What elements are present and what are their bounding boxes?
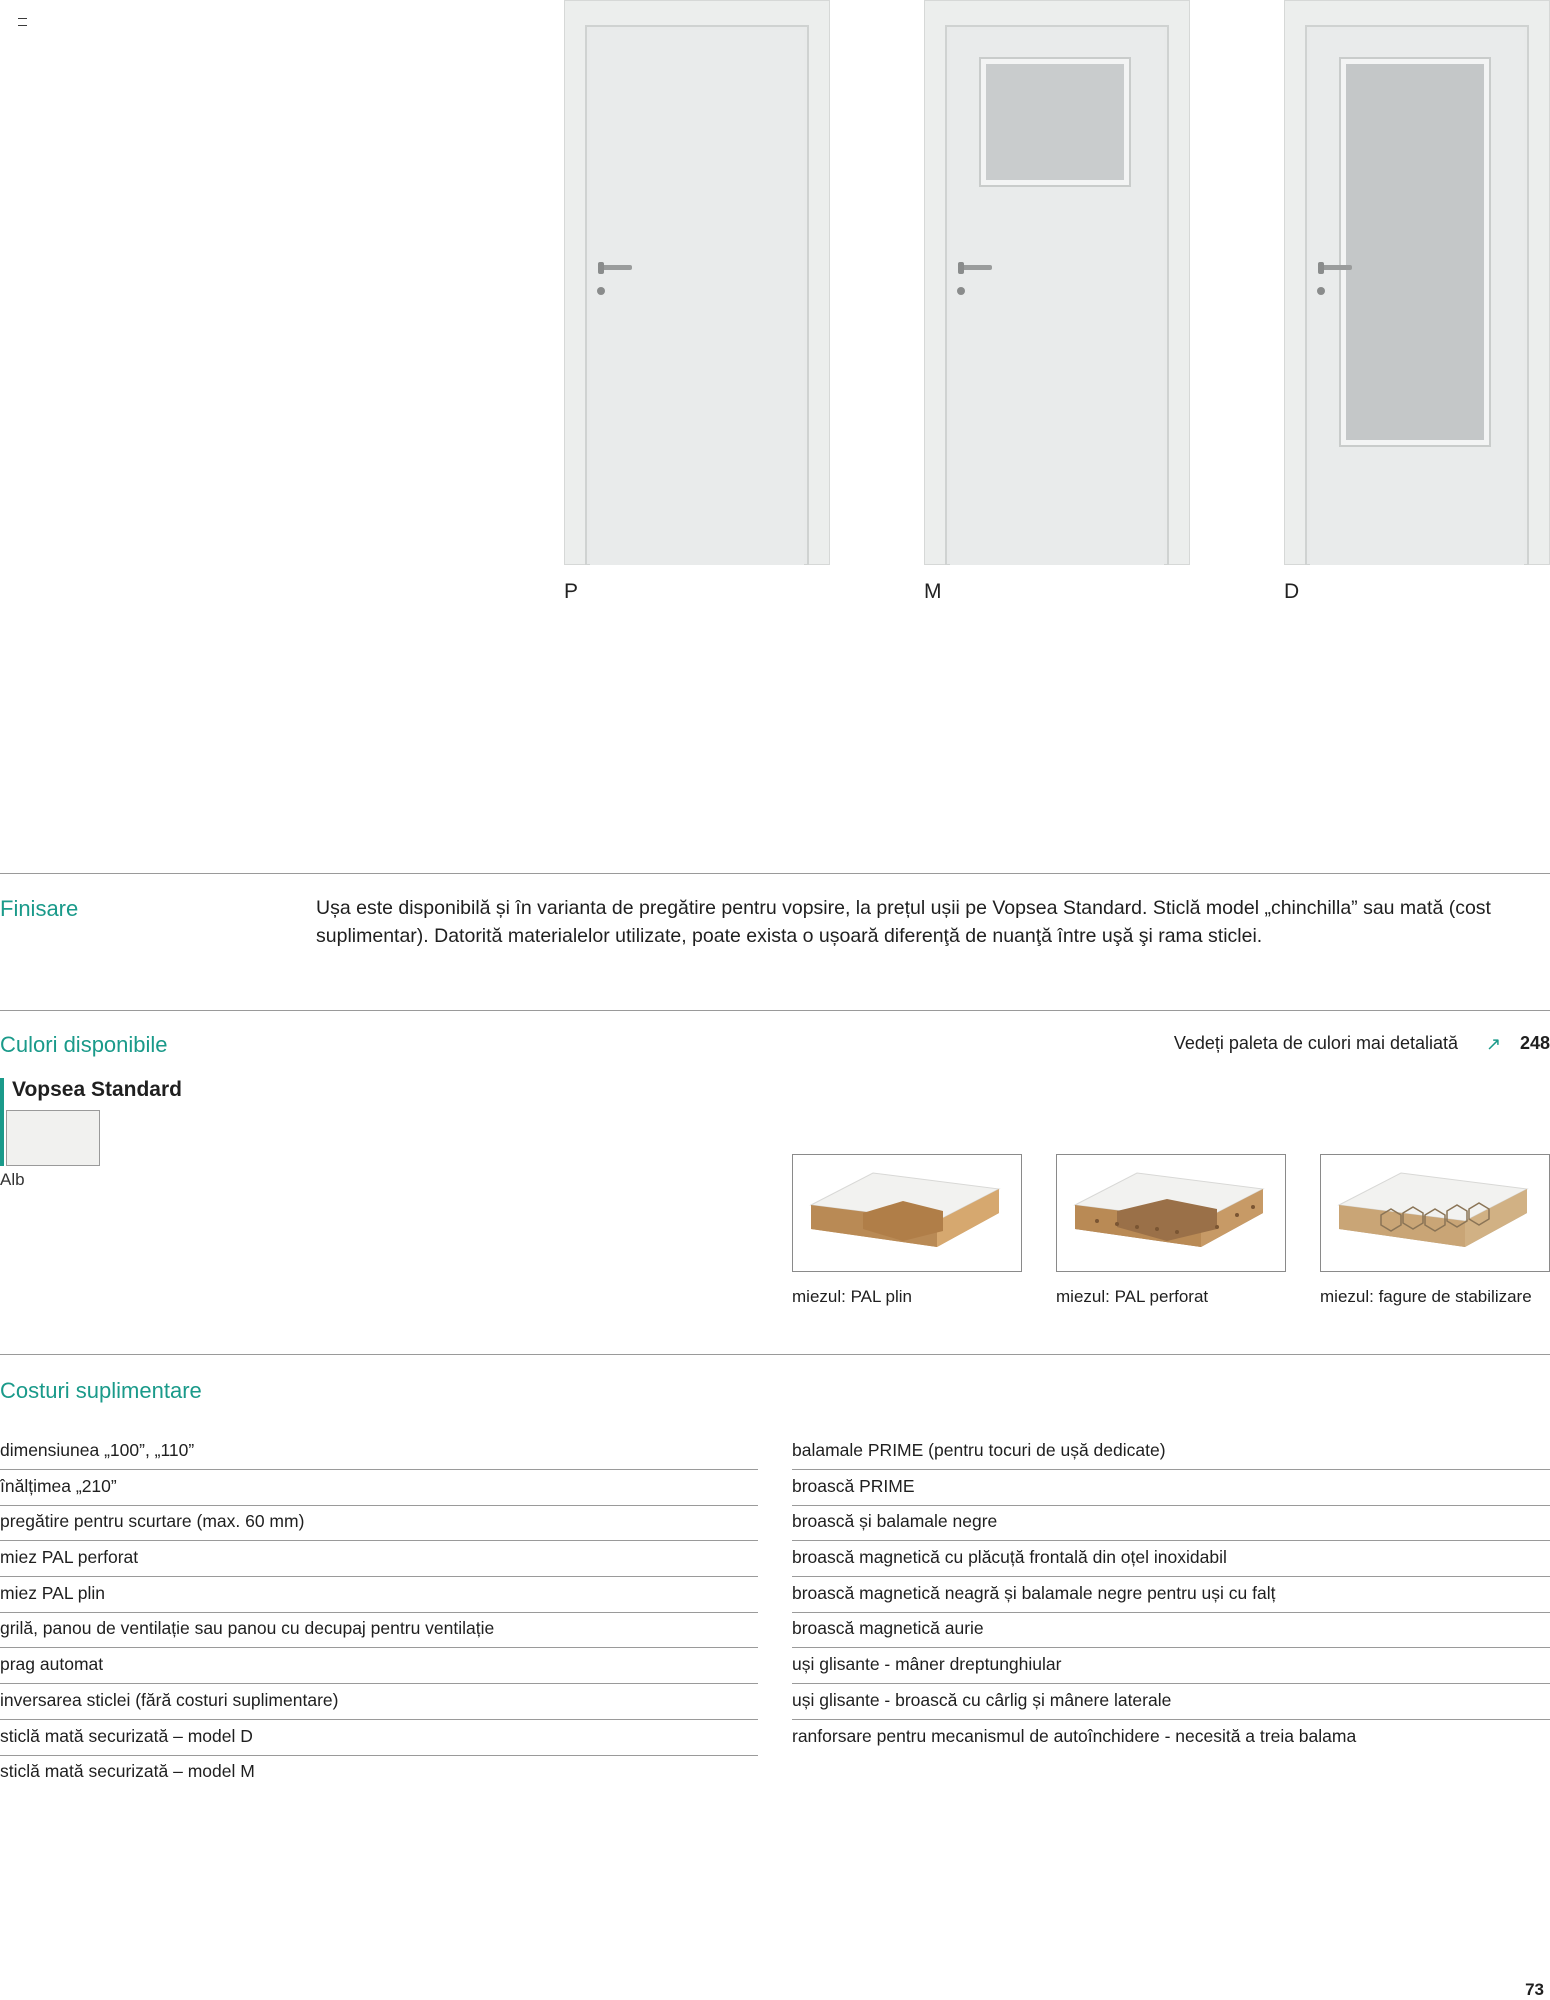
cost-item: ranforsare pentru mecanismul de autoînchidere - necesită a treia balama <box>792 1725 1357 1746</box>
cost-item: prag automat <box>0 1650 758 1684</box>
door-label-p: P <box>564 580 579 603</box>
cost-item: broască magnetică aurie <box>792 1614 1550 1648</box>
palette-page-ref[interactable]: 248 <box>1519 1033 1550 1053</box>
finish-title: Finisare <box>0 896 79 921</box>
divider <box>0 1354 1550 1355</box>
divider <box>0 873 1550 874</box>
core-label-fagure: miezul: fagure de stabilizare <box>1320 1287 1532 1306</box>
door-label-d: D <box>1284 580 1300 603</box>
door-image-m <box>924 0 1190 565</box>
cost-item: broască PRIME <box>792 1472 1550 1506</box>
color-swatch-alb[interactable] <box>6 1110 100 1166</box>
cost-item: miez PAL plin <box>0 1579 758 1613</box>
divider <box>0 1010 1550 1011</box>
cost-item: broască și balamale negre <box>792 1507 1550 1541</box>
core-image-fagure <box>1320 1154 1550 1272</box>
cost-item: broască magnetică cu plăcuță frontală din oțel inoxidabil <box>792 1543 1550 1577</box>
cost-item: sticlă mată securizată – model M <box>0 1761 255 1782</box>
door-image-p <box>564 0 830 565</box>
colors-title: Culori disponibile <box>0 1032 168 1057</box>
paint-group-name: Vopsea Standard <box>12 1078 182 1101</box>
core-label-pal-perforat: miezul: PAL perforat <box>1056 1287 1209 1306</box>
core-image-pal-perforat <box>1056 1154 1286 1272</box>
costs-list-right <box>792 1436 1550 1757</box>
cost-item: miez PAL perforat <box>0 1543 758 1577</box>
costs-title: Costuri suplimentare <box>0 1378 202 1403</box>
arrow-up-right-icon[interactable]: ↗ <box>1486 1034 1502 1054</box>
cost-item: uși glisante - broască cu cârlig și mânere laterale <box>792 1686 1550 1720</box>
swatch-label: Alb <box>0 1170 25 1189</box>
cost-item: grilă, panou de ventilație sau panou cu decupaj pentru ventilație <box>0 1614 758 1648</box>
door-label-m: M <box>924 580 942 603</box>
palette-link[interactable]: Vedeți paleta de culori mai detaliată <box>1173 1033 1458 1053</box>
cost-item: inversarea sticlei (fără costuri suplimentare) <box>0 1686 758 1720</box>
door-image-d <box>1284 0 1550 565</box>
cost-item: balamale PRIME (pentru tocuri de ușă dedicate) <box>792 1436 1550 1470</box>
core-image-pal-plin <box>792 1154 1022 1272</box>
finish-text: Ușa este disponibilă și în varianta de pregătire pentru vopsire, la prețul ușii pe Vopsea Standard. Sticlă model „chinchilla” sau mată (cost suplimentar). Datorită materialelor utilizate, poate exista o ușoară diferenţă de nuanţă între uşă şi rama sticlei. <box>316 897 1491 947</box>
cost-item: înălțimea „210” <box>0 1472 758 1506</box>
cost-item: uși glisante - mâner dreptunghiular <box>792 1650 1550 1684</box>
cost-item: broască magnetică neagră și balamale negre pentru uși cu falț <box>792 1579 1550 1613</box>
menu-icon[interactable] <box>18 18 27 26</box>
page-number: 73 <box>1525 1980 1544 1999</box>
core-label-pal-plin: miezul: PAL plin <box>792 1287 912 1306</box>
cost-item: pregătire pentru scurtare (max. 60 mm) <box>0 1507 758 1541</box>
costs-list-left <box>0 1436 758 1793</box>
cost-item: dimensiunea „100”, „110” <box>0 1436 758 1470</box>
cost-item: sticlă mată securizată – model D <box>0 1722 758 1756</box>
paint-group-marker <box>0 1078 4 1166</box>
